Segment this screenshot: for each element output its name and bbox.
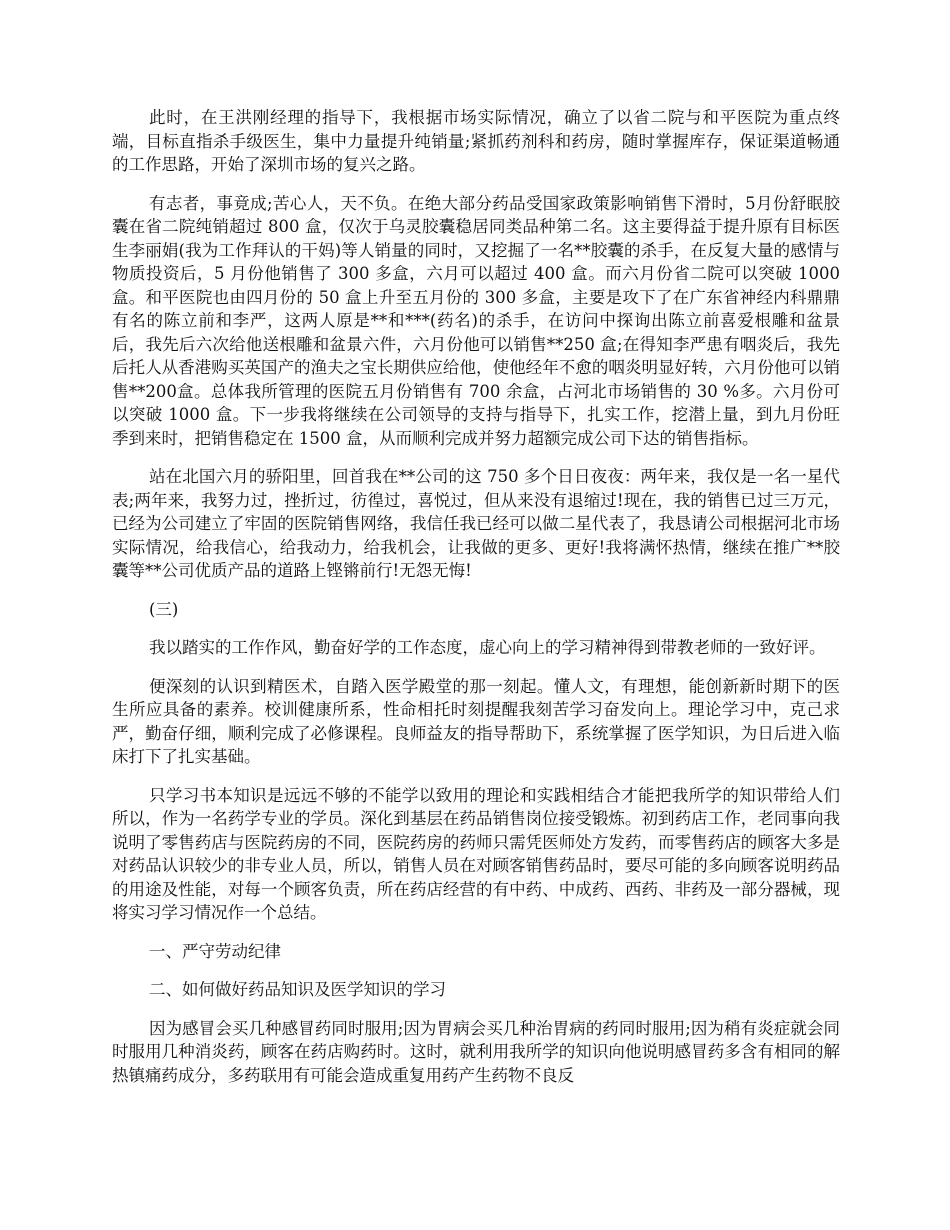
paragraph-evaluation: 我以踏实的工作作风，勤奋好学的工作态度，虚心向上的学习精神得到带教老师的一致好评。 — [149, 638, 826, 657]
section-heading-three: (三) — [149, 599, 179, 619]
paragraph-study: 便深刻的认识到精医术，自踏入医学殿堂的那一刻起。懂人文，有理想，能创新新时期下的医生所应具备的素养。校训健康所系，性命相托时刻提醒我刻苦学习奋发向上。理论学习中，克己求严，勤奋仔细，顺利完成了必修课程。良师益友的指导帮助下，系统掌握了医学知识，为日后进入临床打下了扎实基础。 — [112, 676, 840, 766]
paragraph-intro: 此时，在王洪刚经理的指导下，我根据市场实际情况，确立了以省二院与和平医院为重点终端，目标直指杀手级医生，集中力量提升纯销量;紧抓药剂科和药房，随时掌握库存，保证渠道畅通的工作思路，开始了深圳市场的复兴之路。 — [112, 108, 840, 174]
paragraph-sales-results: 有志者，事竟成;苦心人，天不负。在绝大部分药品受国家政策影响销售下滑时，5月份舒眠胶囊在省二院纯销超过 800 盒，仅次于乌灵胶囊稳居同类品种第二名。这主要得益于提升原有目标医生李丽娟(我为工作拜认的干妈)等人销量的同时，又挖掘了一名**胶囊的杀手，在反复大量的感情与物质投资后，5 月份他销售了 300 多盒，六月可以超过 400 盒。而六月份省二院可以突破 1000 盒。和平医院也由四月份的 50 盒上升至五月份的 300 多盒，主要是攻下了在广东省神经内科鼎鼎有名的陈立前和李严，这两人原是**和***(药名)的杀手，在访问中探询出陈立前喜爱根雕和盆景后，我先后六次给他送根雕和盆景六件，六月份他可以销售**250 盒;在得知李严患有咽炎后，我先后托人从香港购买英国产的渔夫之宝长期供应给他，使他经年不愈的咽炎明显好转，六月份他可以销售**200盒。总体我所管理的医院五月份销售有 700 余盒，占河北市场销售的 30 %多。六月份可以突破 1000 盒。下一步我将继续在公司领导的支持与指导下，扎实工作，挖潜上量，到九月份旺季到来时，把销售稳定在 1500 盒，从而顺利完成并努力超额完成公司下达的销售指标。 — [112, 193, 840, 448]
heading-discipline: 一、严守劳动纪律 — [149, 941, 281, 961]
paragraph-medication-advice: 因为感冒会买几种感冒药同时服用;因为胃病会买几种治胃病的药同时服用;因为稍有炎症就会同时服用几种消炎药，顾客在药店购药时。这时，就利用我所学的知识向他说明感冒药多含有相同的解热镇痛药成分，多药联用有可能会造成重复用药产生药物不良反 — [112, 1018, 840, 1085]
paragraph-internship: 只学习书本知识是远远不够的不能学以致用的理论和实践相结合才能把我所学的知识带给人们所以，作为一名药学专业的学员。深化到基层在药品销售岗位接受锻炼。初到药店工作，老同事向我说明了零售药店与医院药房的不同，医院药房的药师只需凭医师处方发药，而零售药店的顾客大多是对药品认识较少的非专业人员，所以，销售人员在对顾客销售药品时，要尽可能的多向顾客说明药品的用途及性能，对每一个顾客负责，所在药店经营的有中药、中成药、西药、非药及一部分器械，现将实习学习情况作一个总结。 — [112, 785, 840, 922]
document-page — [112, 106, 840, 1102]
paragraph-reflection: 站在北国六月的骄阳里，回首我在**公司的这 750 多个日日夜夜：两年来，我仅是一名一星代表;两年来，我努力过，挫折过，彷徨过，喜悦过，但从来没有退缩过!现在，我的销售已过三万元，已经为公司建立了牢固的医院销售网络，我信任我已经可以做二星代表了，我恳请公司根据河北市场实际情况，给我信心，给我动力，给我机会，让我做的更多、更好!我将满怀热情，继续在推广**胶囊等**公司优质产品的道路上铿锵前行!无怨无悔! — [112, 467, 840, 580]
heading-knowledge: 二、如何做好药品知识及医学知识的学习 — [149, 980, 446, 999]
